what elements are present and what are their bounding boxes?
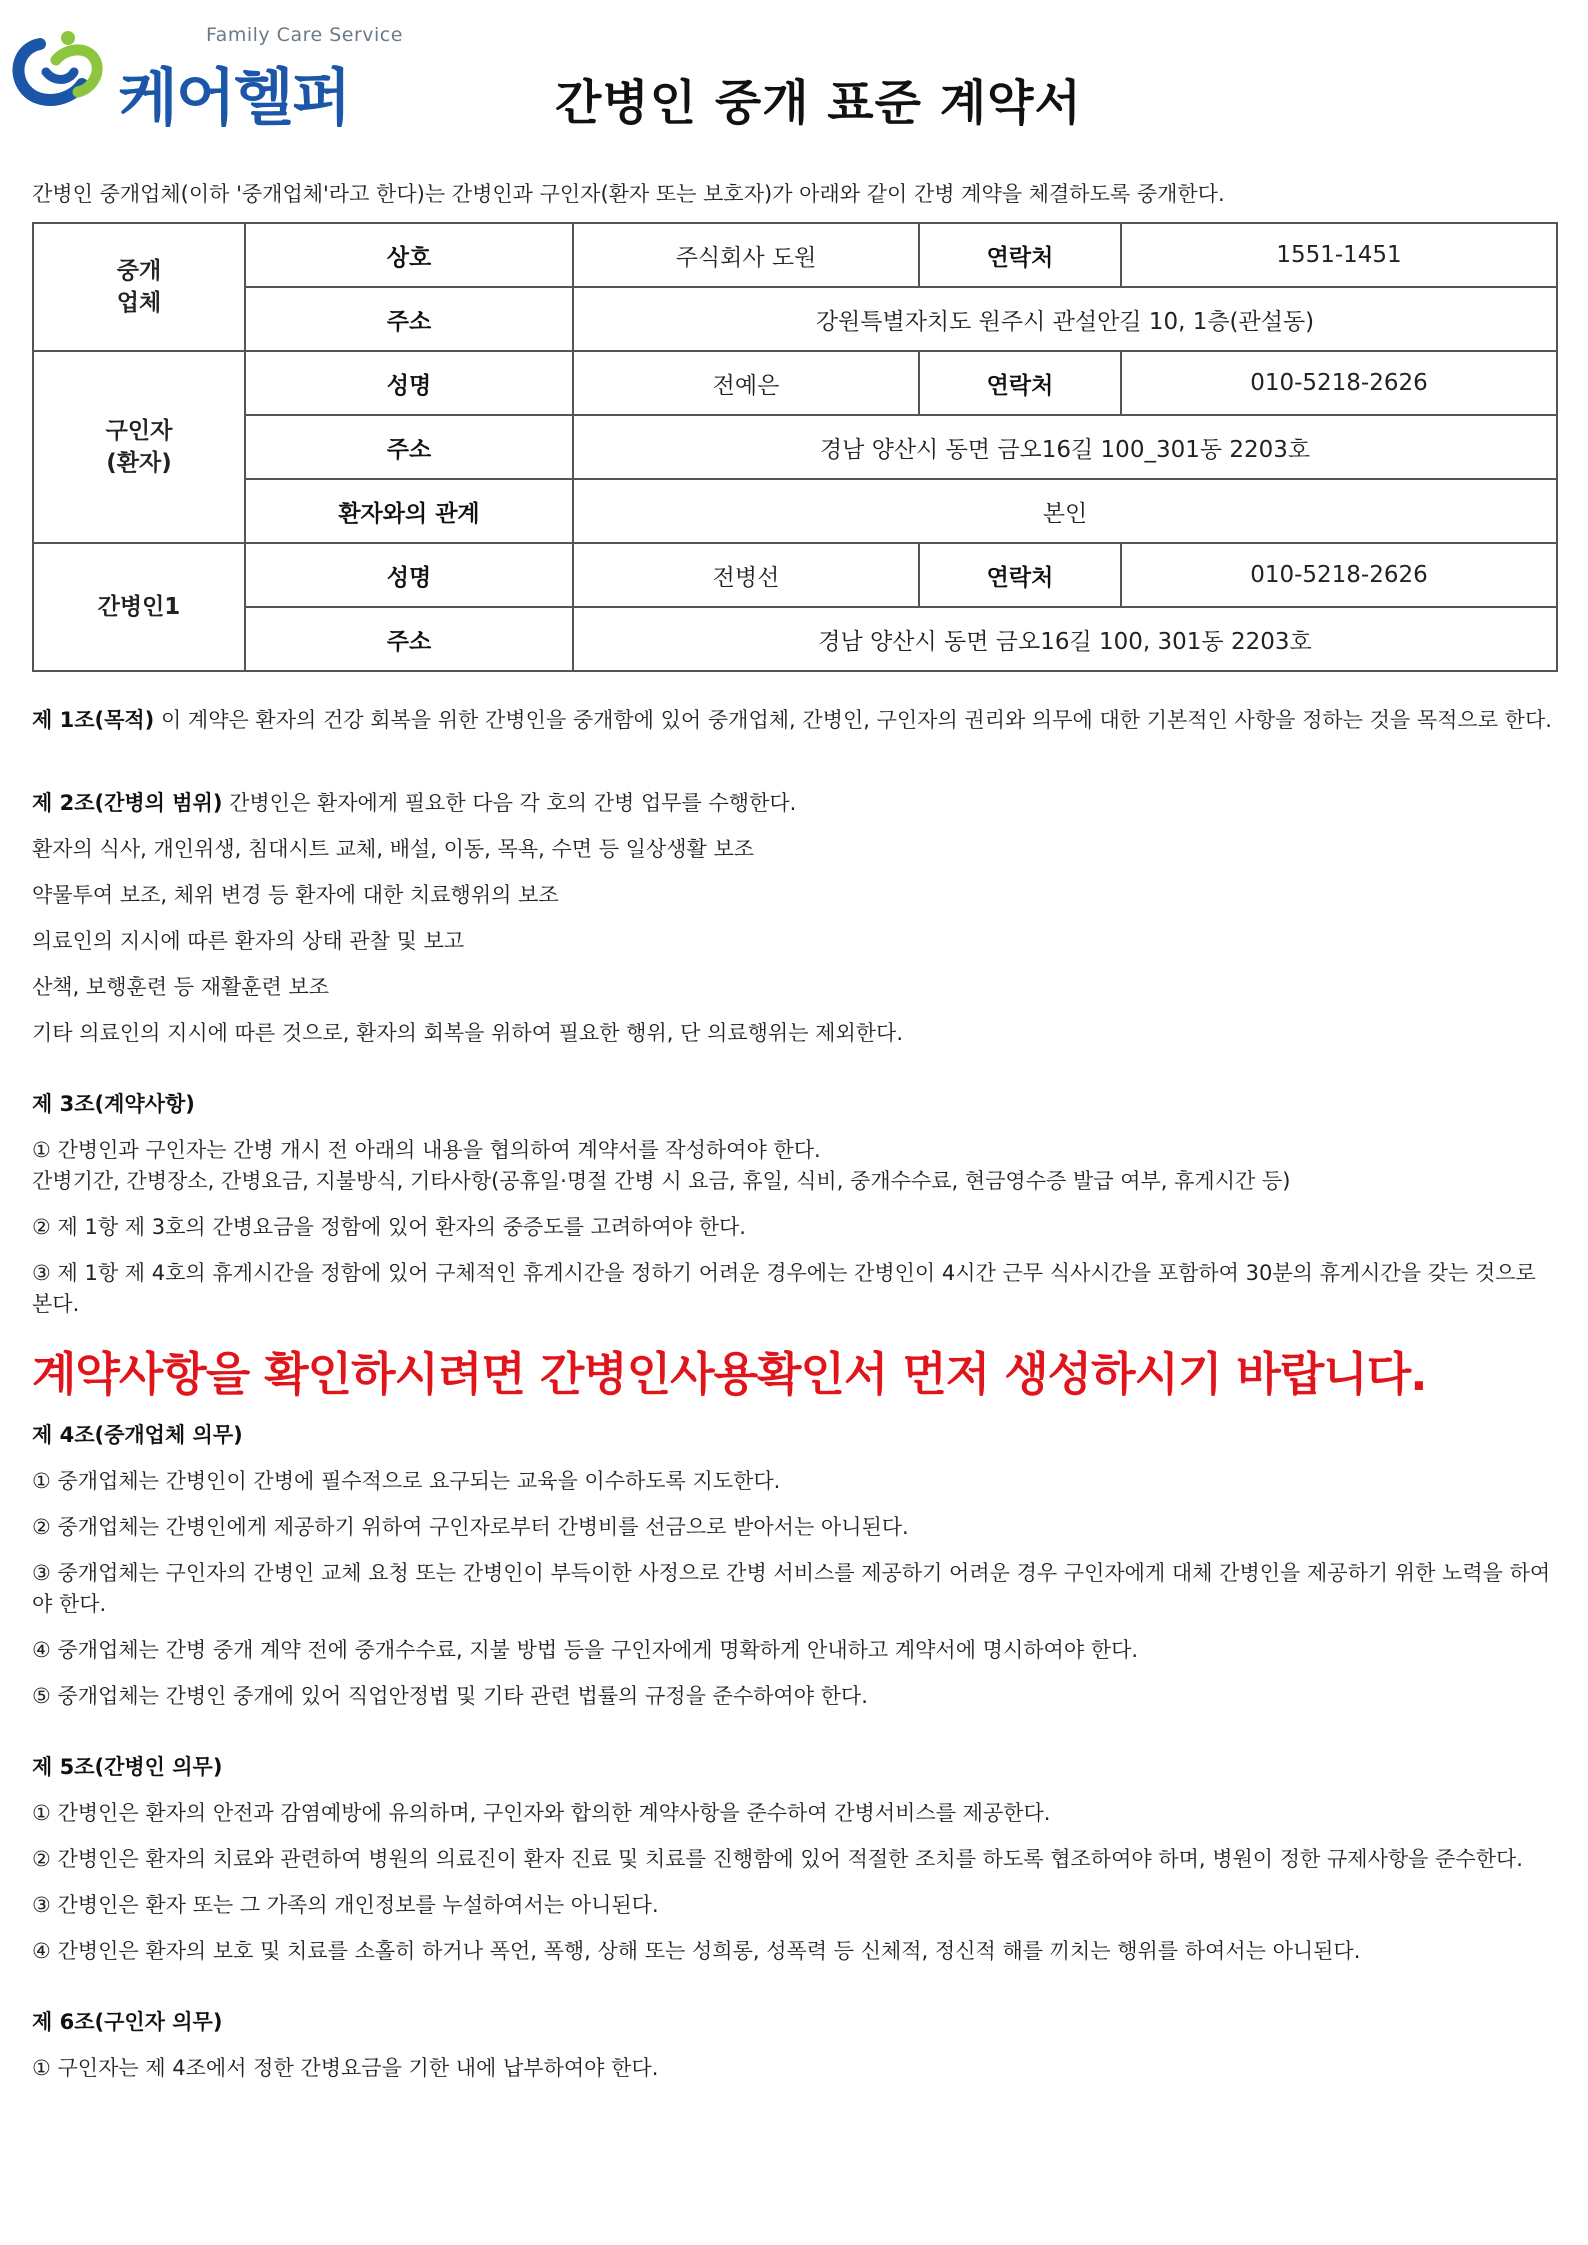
- table-row: [33, 223, 1557, 287]
- client-address-value: 경남 양산시 동면 금오16길 100_301동 2203호: [573, 415, 1557, 479]
- article-2-text: 간병인은 환자에게 필요한 다음 각 호의 간병 업무를 수행한다.: [222, 791, 797, 815]
- logo-swirl-icon: [10, 30, 108, 110]
- client-contact-label: 연락처: [919, 351, 1121, 415]
- company-logo: [10, 22, 405, 134]
- contract-parties-table: [32, 222, 1558, 672]
- client-name-value: 전예은: [573, 351, 919, 415]
- article-1-heading: 제 1조(목적): [32, 708, 155, 732]
- list-item: ⑤ 중개업체는 간병인 중개에 있어 직업안정법 및 기타 관련 법률의 규정을 준수하여야 한다.: [32, 1684, 868, 1708]
- list-item: 산책, 보행훈련 등 재활훈련 보조: [32, 975, 330, 999]
- list-item: ③ 중개업체는 구인자의 간병인 교체 요청 또는 간병인이 부득이한 사정으로 간병 서비스를 제공하기 어려운 경우 구인자에게 대체 간병인을 제공하기 위한 노력을 하여야 한다.: [32, 1561, 1551, 1616]
- table-row: [33, 479, 1557, 543]
- list-item: ③ 제 1항 제 4호의 휴게시간을 정함에 있어 구체적인 휴게시간을 정하기 어려운 경우에는 간병인이 4시간 근무 식사시간을 포함하여 30분의 휴게시간을 갖는 것으로 본다.: [32, 1261, 1536, 1316]
- article-4-heading: 제 4조(중개업체 의무): [32, 1423, 243, 1447]
- list-item: ① 간병인은 환자의 안전과 감염예방에 유의하며, 구인자와 합의한 계약사항을 준수하여 간병서비스를 제공한다.: [32, 1801, 1051, 1825]
- agency-contact-label: 연락처: [919, 223, 1121, 287]
- intro-text: 간병인 중개업체(이하 '중개업체'라고 한다)는 간병인과 구인자(환자 또는 보호자)가 아래와 같이 간병 계약을 체결하도록 중개한다.: [32, 182, 1225, 206]
- agency-address-value: 강원특별자치도 원주시 관설안길 10, 1층(관설동): [573, 287, 1557, 351]
- client-name-label: 성명: [245, 351, 573, 415]
- article-2: [32, 788, 1562, 819]
- logo-tagline: Family Care Service: [206, 24, 403, 46]
- client-relation-label: 환자와의 관계: [245, 479, 573, 543]
- list-item: 약물투여 보조, 체위 변경 등 환자에 대한 치료행위의 보조: [32, 883, 559, 907]
- client-address-label: 주소: [245, 415, 573, 479]
- article-2-heading: 제 2조(간병의 범위): [32, 791, 223, 815]
- agency-address-label: 주소: [245, 287, 573, 351]
- list-item: 의료인의 지시에 따른 환자의 상태 관찰 및 보고: [32, 929, 465, 953]
- list-item: ① 중개업체는 간병인이 간병에 필수적으로 요구되는 교육을 이수하도록 지도한다.: [32, 1469, 781, 1493]
- caregiver-contact-label: 연락처: [919, 543, 1121, 607]
- caregiver-contact-value: 010-5218-2626: [1121, 543, 1557, 607]
- agency-name-value: 주식회사 도원: [573, 223, 919, 287]
- list-item: ③ 간병인은 환자 또는 그 가족의 개인정보를 누설하여서는 아니된다.: [32, 1893, 659, 1917]
- list-item: 환자의 식사, 개인위생, 침대시트 교체, 배설, 이동, 목욕, 수면 등 일상생활 보조: [32, 837, 755, 861]
- list-item: ② 간병인은 환자의 치료와 관련하여 병원의 의료진이 환자 진료 및 치료를 진행함에 있어 적절한 조치를 하도록 협조하여야 하며, 병원이 정한 규제사항을 준수한다.: [32, 1847, 1523, 1871]
- client-group-label: 구인자 (환자): [33, 351, 245, 543]
- caregiver-group-label: 간병인1: [33, 543, 245, 671]
- article-6-heading: 제 6조(구인자 의무): [32, 2010, 223, 2034]
- contract-articles: [32, 705, 1562, 2084]
- list-item-sub: 간병기간, 간병장소, 간병요금, 지불방식, 기타사항(공휴일·명절 간병 시 요금, 휴일, 식비, 중개수수료, 현금영수증 발급 여부, 휴게시간 등): [32, 1169, 1291, 1193]
- table-row: [33, 607, 1557, 671]
- agency-name-label: 상호: [245, 223, 573, 287]
- list-item: ② 제 1항 제 3호의 간병요금을 정함에 있어 환자의 중증도를 고려하여야 한다.: [32, 1215, 746, 1239]
- table-row: [33, 415, 1557, 479]
- list-item: ① 간병인과 구인자는 간병 개시 전 아래의 내용을 협의하여 계약서를 작성하여야 한다.: [32, 1138, 821, 1162]
- list-item: ① 구인자는 제 4조에서 정한 간병요금을 기한 내에 납부하여야 한다.: [32, 2056, 659, 2080]
- list-item: ④ 중개업체는 간병 중개 계약 전에 중개수수료, 지불 방법 등을 구인자에게 명확하게 안내하고 계약서에 명시하여야 한다.: [32, 1638, 1139, 1662]
- table-row: [33, 351, 1557, 415]
- agency-group-label: 중개 업체: [33, 223, 245, 351]
- table-row: [33, 543, 1557, 607]
- list-item: ④ 간병인은 환자의 보호 및 치료를 소홀히 하거나 폭언, 폭행, 상해 또는 성희롱, 성폭력 등 신체적, 정신적 해를 끼치는 행위를 하여서는 아니된다.: [32, 1939, 1361, 1963]
- document-title: 간병인 중개 표준 계약서: [555, 75, 1082, 131]
- caregiver-address-value: 경남 양산시 동면 금오16길 100, 301동 2203호: [573, 607, 1557, 671]
- client-relation-value: 본인: [573, 479, 1557, 543]
- article-1: [32, 705, 1562, 736]
- caregiver-name-value: 전병선: [573, 543, 919, 607]
- client-contact-value: 010-5218-2626: [1121, 351, 1557, 415]
- article-5-heading: 제 5조(간병인 의무): [32, 1755, 223, 1779]
- list-item: 기타 의료인의 지시에 따른 것으로, 환자의 회복을 위하여 필요한 행위, 단 의료행위는 제외한다.: [32, 1021, 903, 1045]
- agency-contact-value: 1551-1451: [1121, 223, 1557, 287]
- caregiver-name-label: 성명: [245, 543, 573, 607]
- warning-notice: 계약사항을 확인하시려면 간병인사용확인서 먼저 생성하시기 바랍니다.: [32, 1347, 1427, 1401]
- logo-brand-text: 케어헬퍼: [118, 61, 350, 134]
- table-row: [33, 287, 1557, 351]
- article-1-text: 이 계약은 환자의 건강 회복을 위한 간병인을 중개함에 있어 중개업체, 간병인, 구인자의 권리와 의무에 대한 기본적인 사항을 정하는 것을 목적으로 한다.: [154, 708, 1552, 732]
- list-item: ② 중개업체는 간병인에게 제공하기 위하여 구인자로부터 간병비를 선금으로 받아서는 아니된다.: [32, 1515, 909, 1539]
- article-3-heading: 제 3조(계약사항): [32, 1092, 195, 1116]
- caregiver-address-label: 주소: [245, 607, 573, 671]
